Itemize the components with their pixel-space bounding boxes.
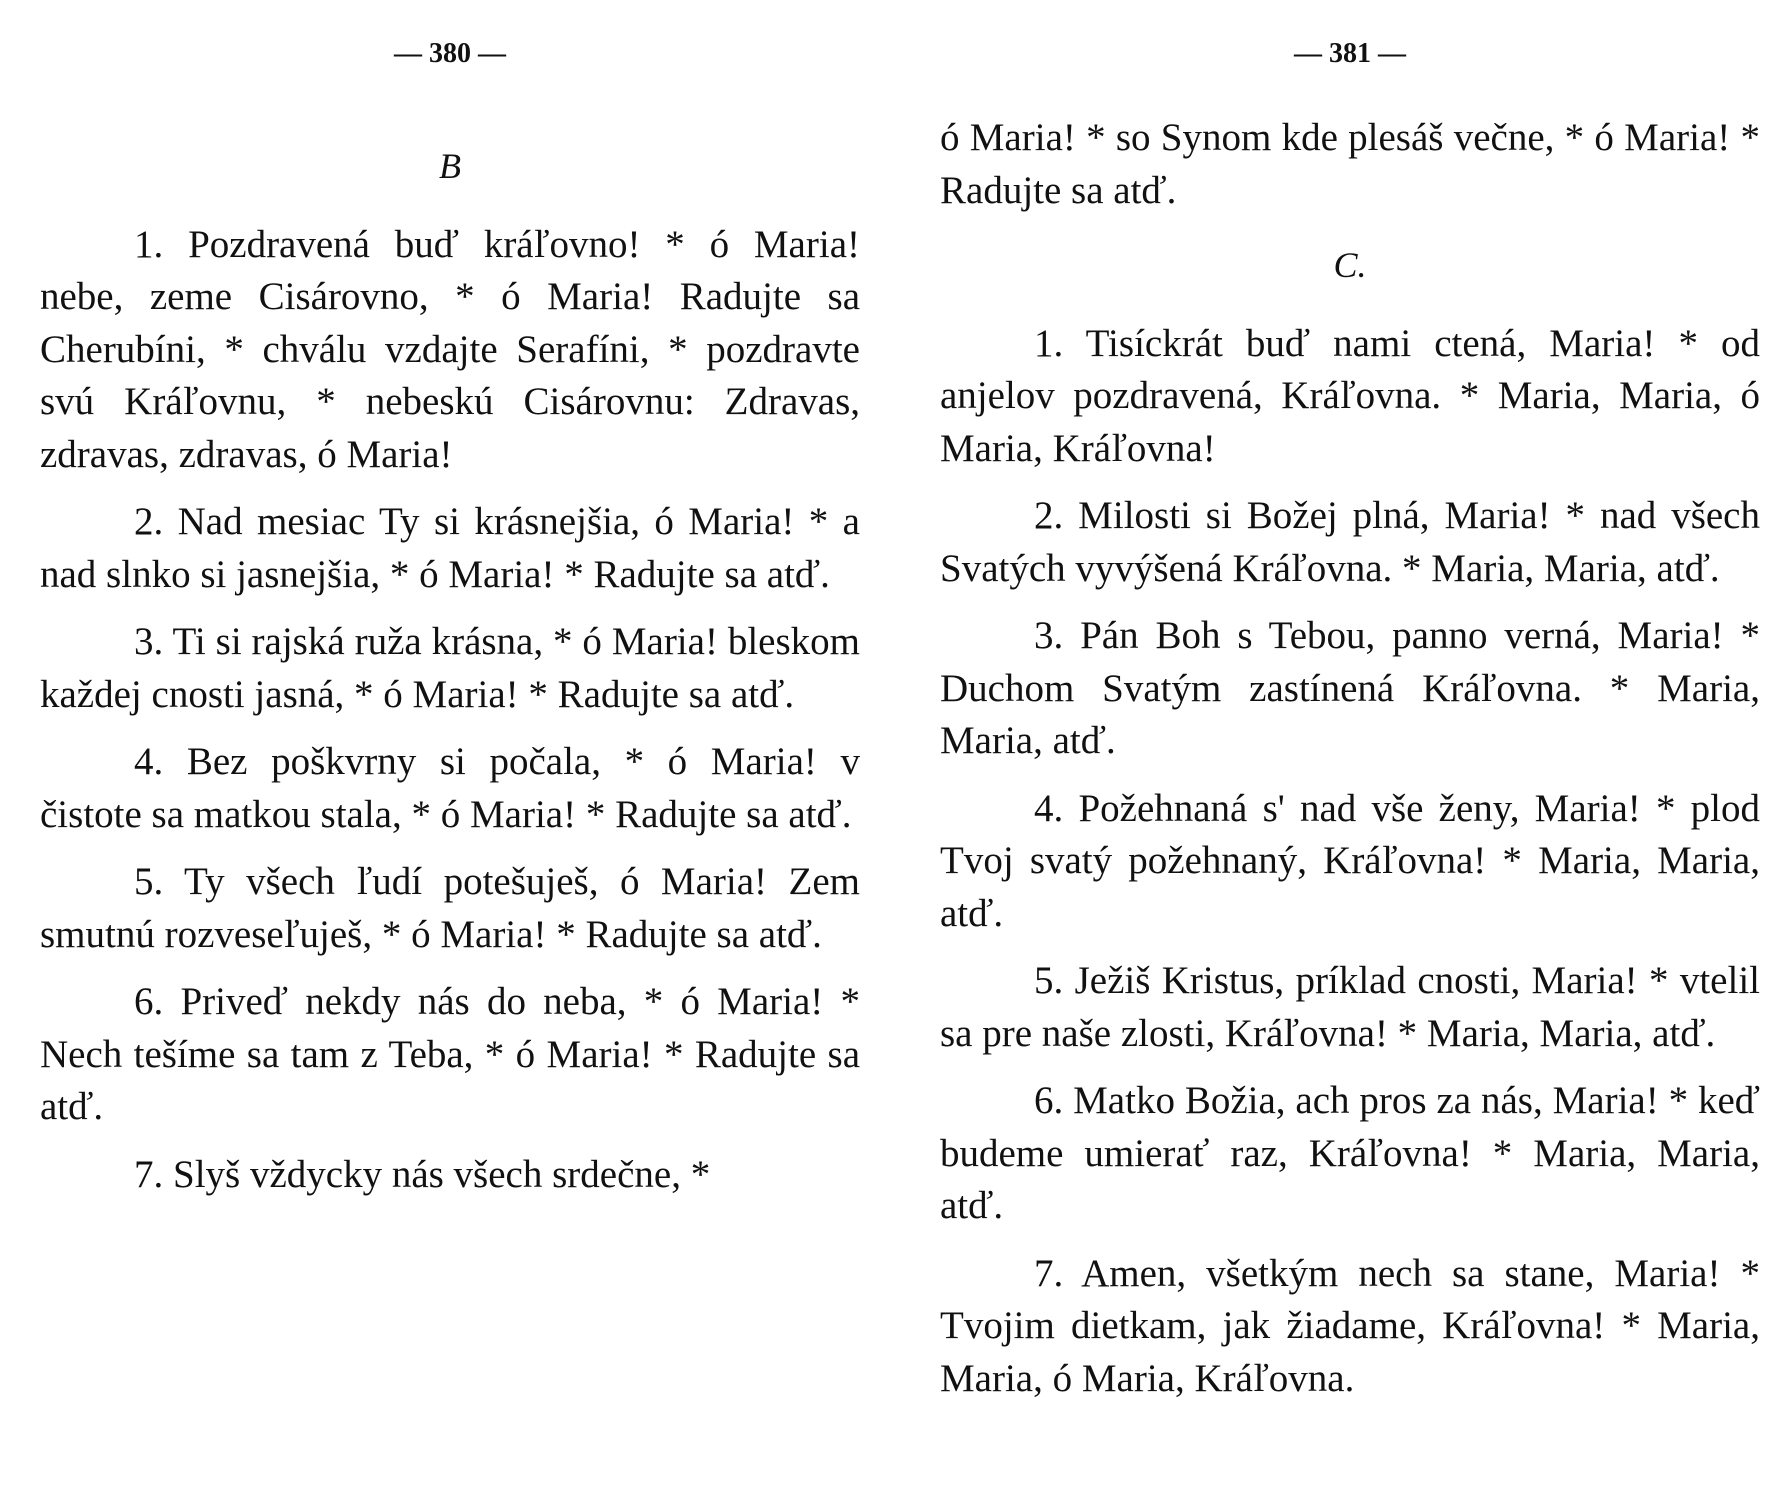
stanza-5: 5. Ty všech ľudí potešuješ, ó Maria! Zem smutnú rozveseľuješ, * ó Maria! * Radujte sa atď. <box>40 860 860 956</box>
stanza-4: 4. Požehnaná s' nad vše ženy, Maria! * plod Tvoj svatý požehnaný, Kráľovna! * Maria, Maria, atď. <box>940 786 1760 935</box>
stanza-4: 4. Bez poškvrny si počala, * ó Maria! v čistote sa matkou stala, * ó Maria! * Radujte sa atď. <box>40 740 860 836</box>
section-heading: B <box>439 146 461 186</box>
left-page <box>40 0 860 1500</box>
stanza-7: 7. Slyš vždycky nás všech srdečne, * <box>134 1152 711 1196</box>
stanza-5: 5. Ježiš Kristus, príklad cnosti, Maria! * vtelil sa pre naše zlosti, Kráľovna! * Maria, Maria, atď. <box>940 959 1760 1055</box>
page-content <box>40 140 860 1216</box>
stanza-6: 6. Matko Božia, ach pros za nás, Maria! * keď budeme umierať raz, Kráľovna! * Maria, Maria, atď. <box>940 1079 1760 1227</box>
section-heading: C. <box>1333 245 1367 285</box>
stanza-2: 2. Nad mesiac Ty si krásnejšia, ó Maria! * a nad slnko si jasnejšia, * ó Maria! * Radujte sa atď. <box>40 500 860 596</box>
stanza-1: 1. Tisíckrát buď nami ctená, Maria! * od anjelov pozdravená, Kráľovna. * Maria, Maria, ó Maria, Kráľovna! <box>940 321 1760 470</box>
page-content <box>940 112 1760 1420</box>
stanza-3: 3. Ti si rajská ruža krásna, * ó Maria! bleskom každej cnosti jasná, * ó Maria! * Radujte sa atď. <box>40 620 860 716</box>
right-page <box>940 0 1760 1500</box>
page-number: — 381 — <box>1294 38 1406 69</box>
stanza-2: 2. Milosti si Božej plná, Maria! * nad všech Svatých vyvýšená Kráľovna. * Maria, Maria, atď. <box>940 494 1760 590</box>
stanza-1: 1. Pozdravená buď kráľovno! * ó Maria! nebe, zeme Cisárovno, * ó Maria! Radujte sa Cherubíni, * chválu vzdajte Serafíni, * pozdravte svú Kráľovnu, * nebeskú Cisárovnu: Zdravas, zdravas, zdravas, ó Maria! <box>40 222 860 476</box>
stanza-continuation: ó Maria! * so Synom kde plesáš večne, * ó Maria! * Radujte sa atď. <box>940 116 1760 212</box>
stanza-6: 6. Priveď nekdy nás do neba, * ó Maria! * Nech tešíme sa tam z Teba, * ó Maria! * Radujte sa atď. <box>40 980 860 1128</box>
stanza-7: 7. Amen, všetkým nech sa stane, Maria! * Tvojim dietkam, jak žiadame, Kráľovna! * Maria, Maria, ó Maria, Kráľovna. <box>940 1251 1760 1400</box>
page-number: — 380 — <box>394 38 506 69</box>
stanza-3: 3. Pán Boh s Tebou, panno verná, Maria! * Duchom Svatým zastínená Kráľovna. * Maria, Maria, atď. <box>940 614 1760 762</box>
